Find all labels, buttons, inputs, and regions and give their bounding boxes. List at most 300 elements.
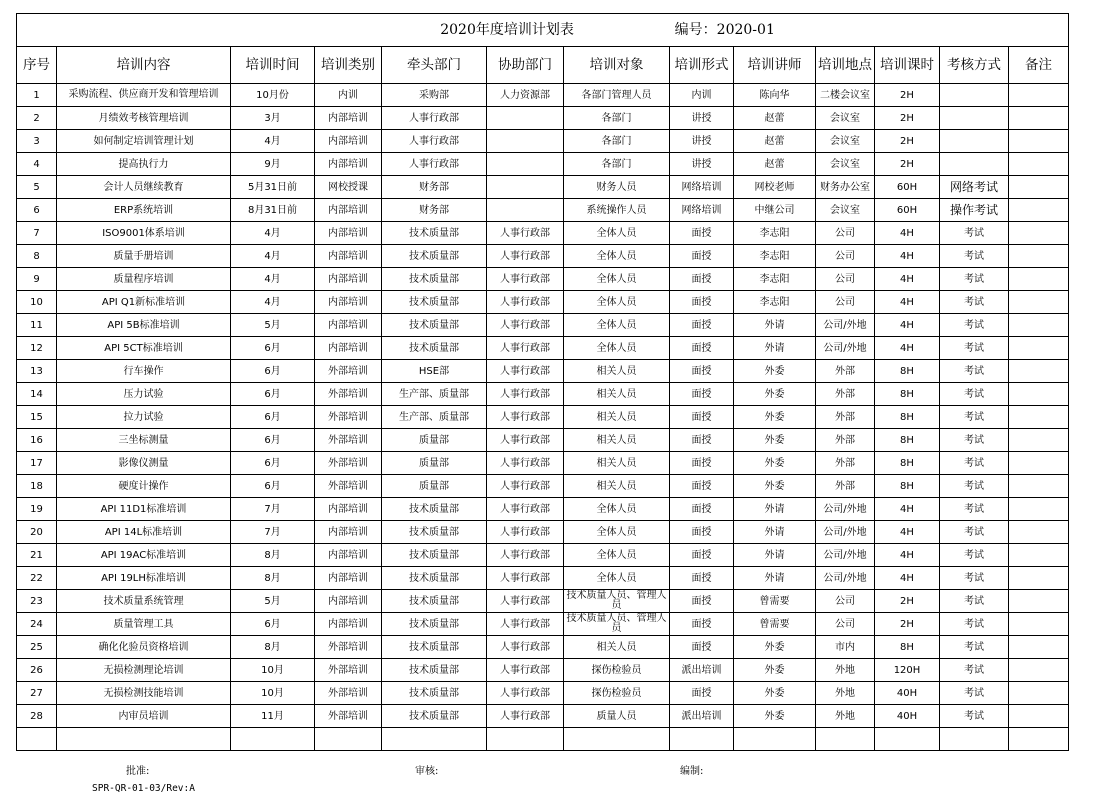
cell-time: 6月 xyxy=(231,452,315,475)
cell-assessment: 网络考试 xyxy=(940,176,1009,199)
column-header: 培训类别 xyxy=(315,47,382,84)
cell-remark xyxy=(1009,521,1069,544)
cell-index: 17 xyxy=(17,452,57,475)
cell-time: 10月 xyxy=(231,659,315,682)
cell-category: 内部培训 xyxy=(315,291,382,314)
cell-index: 27 xyxy=(17,682,57,705)
cell-trainer: 外请 xyxy=(734,544,816,567)
cell-assist-dept: 人事行政部 xyxy=(487,521,564,544)
cell-index: 21 xyxy=(17,544,57,567)
cell-category: 内部培训 xyxy=(315,314,382,337)
cell-trainer: 外请 xyxy=(734,337,816,360)
cell-format: 讲授 xyxy=(670,130,734,153)
cell-index: 19 xyxy=(17,498,57,521)
cell-remark xyxy=(1009,590,1069,613)
cell-format: 讲授 xyxy=(670,153,734,176)
cell-time: 8月 xyxy=(231,567,315,590)
cell-time: 8月 xyxy=(231,636,315,659)
cell-assessment xyxy=(940,107,1009,130)
table-row xyxy=(17,521,1069,544)
cell-content: API 19AC标准培训 xyxy=(57,544,231,567)
cell-index: 8 xyxy=(17,245,57,268)
cell-format: 面授 xyxy=(670,636,734,659)
cell-time: 6月 xyxy=(231,383,315,406)
empty-cell xyxy=(315,728,382,751)
cell-audience: 技术质量人员、管理人员 xyxy=(564,613,670,636)
cell-location: 外部 xyxy=(816,383,875,406)
cell-lead-dept: 财务部 xyxy=(382,199,487,222)
cell-assist-dept: 人事行政部 xyxy=(487,544,564,567)
cell-index: 1 xyxy=(17,84,57,107)
cell-assessment: 考试 xyxy=(940,475,1009,498)
cell-category: 内部培训 xyxy=(315,199,382,222)
cell-format: 面授 xyxy=(670,475,734,498)
cell-hours: 120H xyxy=(875,659,940,682)
table-row xyxy=(17,245,1069,268)
cell-lead-dept: 技术质量部 xyxy=(382,682,487,705)
cell-remark xyxy=(1009,314,1069,337)
cell-index: 23 xyxy=(17,590,57,613)
cell-index: 6 xyxy=(17,199,57,222)
cell-content: 提高执行力 xyxy=(57,153,231,176)
cell-format: 网络培训 xyxy=(670,176,734,199)
cell-remark xyxy=(1009,222,1069,245)
cell-lead-dept: 财务部 xyxy=(382,176,487,199)
cell-assessment: 操作考试 xyxy=(940,199,1009,222)
cell-format: 面授 xyxy=(670,429,734,452)
cell-trainer: 外委 xyxy=(734,475,816,498)
cell-lead-dept: 质量部 xyxy=(382,429,487,452)
cell-index: 15 xyxy=(17,406,57,429)
cell-time: 4月 xyxy=(231,291,315,314)
cell-category: 外部培训 xyxy=(315,383,382,406)
cell-format: 面授 xyxy=(670,452,734,475)
empty-cell xyxy=(564,728,670,751)
cell-trainer: 曾需要 xyxy=(734,613,816,636)
cell-format: 面授 xyxy=(670,613,734,636)
cell-content: 技术质量系统管理 xyxy=(57,590,231,613)
cell-trainer: 李志阳 xyxy=(734,222,816,245)
review-label: 审核: xyxy=(415,766,439,777)
table-row xyxy=(17,314,1069,337)
cell-audience: 全体人员 xyxy=(564,245,670,268)
cell-audience: 相关人员 xyxy=(564,475,670,498)
cell-assessment: 考试 xyxy=(940,337,1009,360)
cell-assessment: 考试 xyxy=(940,544,1009,567)
cell-assessment: 考试 xyxy=(940,429,1009,452)
cell-index: 7 xyxy=(17,222,57,245)
cell-remark xyxy=(1009,544,1069,567)
cell-assist-dept: 人事行政部 xyxy=(487,475,564,498)
cell-trainer: 外请 xyxy=(734,314,816,337)
training-plan-sheet xyxy=(16,13,1068,751)
cell-assist-dept: 人事行政部 xyxy=(487,291,564,314)
cell-location: 外地 xyxy=(816,682,875,705)
table-row xyxy=(17,452,1069,475)
column-header: 序号 xyxy=(17,47,57,84)
cell-category: 外部培训 xyxy=(315,429,382,452)
cell-content: 拉力试验 xyxy=(57,406,231,429)
cell-remark xyxy=(1009,291,1069,314)
cell-remark xyxy=(1009,153,1069,176)
cell-audience: 全体人员 xyxy=(564,498,670,521)
cell-audience: 质量人员 xyxy=(564,705,670,728)
cell-time: 4月 xyxy=(231,130,315,153)
cell-hours: 8H xyxy=(875,475,940,498)
cell-assist-dept: 人事行政部 xyxy=(487,383,564,406)
prepare-label: 编制: xyxy=(680,766,704,777)
cell-location: 外部 xyxy=(816,429,875,452)
cell-time: 8月 xyxy=(231,544,315,567)
cell-assessment: 考试 xyxy=(940,383,1009,406)
cell-content: API Q1新标准培训 xyxy=(57,291,231,314)
cell-index: 5 xyxy=(17,176,57,199)
cell-trainer: 李志阳 xyxy=(734,291,816,314)
cell-content: API 5B标准培训 xyxy=(57,314,231,337)
cell-trainer: 赵蕾 xyxy=(734,153,816,176)
cell-hours: 4H xyxy=(875,268,940,291)
cell-index: 25 xyxy=(17,636,57,659)
cell-remark xyxy=(1009,406,1069,429)
cell-lead-dept: 技术质量部 xyxy=(382,567,487,590)
cell-time: 6月 xyxy=(231,406,315,429)
cell-lead-dept: HSE部 xyxy=(382,360,487,383)
cell-assessment: 考试 xyxy=(940,498,1009,521)
cell-category: 网校授课 xyxy=(315,176,382,199)
cell-remark xyxy=(1009,268,1069,291)
cell-content: 压力试验 xyxy=(57,383,231,406)
cell-format: 面授 xyxy=(670,291,734,314)
cell-remark xyxy=(1009,682,1069,705)
cell-format: 面授 xyxy=(670,337,734,360)
cell-index: 10 xyxy=(17,291,57,314)
cell-trainer: 外请 xyxy=(734,521,816,544)
cell-lead-dept: 人事行政部 xyxy=(382,107,487,130)
table-row xyxy=(17,475,1069,498)
cell-format: 内训 xyxy=(670,84,734,107)
cell-hours: 4H xyxy=(875,567,940,590)
cell-category: 内部培训 xyxy=(315,544,382,567)
cell-audience: 探伤检验员 xyxy=(564,659,670,682)
cell-lead-dept: 质量部 xyxy=(382,452,487,475)
cell-trainer: 中继公司 xyxy=(734,199,816,222)
cell-format: 面授 xyxy=(670,544,734,567)
cell-content: 无损检测理论培训 xyxy=(57,659,231,682)
table-row xyxy=(17,636,1069,659)
cell-hours: 4H xyxy=(875,521,940,544)
cell-index: 11 xyxy=(17,314,57,337)
cell-remark xyxy=(1009,383,1069,406)
cell-category: 外部培训 xyxy=(315,360,382,383)
cell-assist-dept xyxy=(487,107,564,130)
cell-assist-dept: 人事行政部 xyxy=(487,222,564,245)
cell-hours: 4H xyxy=(875,544,940,567)
cell-content: API 19LH标准培训 xyxy=(57,567,231,590)
cell-audience: 财务人员 xyxy=(564,176,670,199)
cell-hours: 4H xyxy=(875,498,940,521)
cell-audience: 各部门 xyxy=(564,130,670,153)
cell-time: 6月 xyxy=(231,429,315,452)
cell-format: 面授 xyxy=(670,360,734,383)
cell-trainer: 李志阳 xyxy=(734,268,816,291)
training-plan-table xyxy=(16,13,1069,751)
cell-remark xyxy=(1009,567,1069,590)
cell-index: 4 xyxy=(17,153,57,176)
cell-audience: 相关人员 xyxy=(564,429,670,452)
cell-remark xyxy=(1009,360,1069,383)
cell-format: 讲授 xyxy=(670,107,734,130)
cell-content: 会计人员继续教育 xyxy=(57,176,231,199)
cell-assist-dept: 人事行政部 xyxy=(487,636,564,659)
cell-assessment: 考试 xyxy=(940,245,1009,268)
cell-trainer: 外委 xyxy=(734,682,816,705)
cell-trainer: 外委 xyxy=(734,659,816,682)
cell-assist-dept: 人事行政部 xyxy=(487,429,564,452)
empty-cell xyxy=(940,728,1009,751)
column-header: 培训时间 xyxy=(231,47,315,84)
cell-assessment: 考试 xyxy=(940,222,1009,245)
cell-location: 会议室 xyxy=(816,107,875,130)
table-row xyxy=(17,222,1069,245)
cell-trainer: 外委 xyxy=(734,383,816,406)
cell-remark xyxy=(1009,107,1069,130)
cell-assessment xyxy=(940,153,1009,176)
column-header: 考核方式 xyxy=(940,47,1009,84)
cell-location: 财务办公室 xyxy=(816,176,875,199)
table-row xyxy=(17,567,1069,590)
cell-lead-dept: 质量部 xyxy=(382,475,487,498)
cell-content: 影像仪测量 xyxy=(57,452,231,475)
cell-trainer: 李志阳 xyxy=(734,245,816,268)
cell-remark xyxy=(1009,613,1069,636)
cell-assist-dept: 人事行政部 xyxy=(487,406,564,429)
cell-location: 外部 xyxy=(816,475,875,498)
cell-format: 派出培训 xyxy=(670,705,734,728)
cell-lead-dept: 技术质量部 xyxy=(382,636,487,659)
cell-assessment: 考试 xyxy=(940,613,1009,636)
cell-location: 外部 xyxy=(816,406,875,429)
cell-trainer: 外委 xyxy=(734,429,816,452)
cell-time: 6月 xyxy=(231,337,315,360)
cell-lead-dept: 技术质量部 xyxy=(382,314,487,337)
cell-category: 内训 xyxy=(315,84,382,107)
cell-hours: 4H xyxy=(875,245,940,268)
cell-audience: 探伤检验员 xyxy=(564,682,670,705)
title-cell xyxy=(17,14,1069,47)
cell-time: 4月 xyxy=(231,222,315,245)
cell-format: 面授 xyxy=(670,245,734,268)
approve-label: 批准: xyxy=(126,766,150,777)
cell-audience: 系统操作人员 xyxy=(564,199,670,222)
cell-lead-dept: 人事行政部 xyxy=(382,153,487,176)
cell-location: 公司/外地 xyxy=(816,498,875,521)
cell-audience: 各部门 xyxy=(564,107,670,130)
cell-location: 公司 xyxy=(816,245,875,268)
column-header: 备注 xyxy=(1009,47,1069,84)
cell-content: API 14L标准培训 xyxy=(57,521,231,544)
cell-category: 外部培训 xyxy=(315,452,382,475)
cell-category: 内部培训 xyxy=(315,521,382,544)
cell-index: 28 xyxy=(17,705,57,728)
cell-category: 内部培训 xyxy=(315,613,382,636)
cell-hours: 4H xyxy=(875,291,940,314)
cell-location: 外地 xyxy=(816,705,875,728)
cell-category: 内部培训 xyxy=(315,245,382,268)
cell-assist-dept: 人事行政部 xyxy=(487,268,564,291)
cell-time: 6月 xyxy=(231,475,315,498)
cell-hours: 2H xyxy=(875,130,940,153)
cell-lead-dept: 技术质量部 xyxy=(382,337,487,360)
cell-remark xyxy=(1009,245,1069,268)
cell-hours: 2H xyxy=(875,153,940,176)
cell-format: 面授 xyxy=(670,590,734,613)
table-row xyxy=(17,705,1069,728)
cell-audience: 相关人员 xyxy=(564,360,670,383)
cell-trainer: 曾需要 xyxy=(734,590,816,613)
cell-remark xyxy=(1009,337,1069,360)
empty-cell xyxy=(17,728,57,751)
cell-audience: 全体人员 xyxy=(564,521,670,544)
cell-content: 如何制定培训管理计划 xyxy=(57,130,231,153)
cell-index: 20 xyxy=(17,521,57,544)
cell-hours: 8H xyxy=(875,429,940,452)
empty-cell xyxy=(875,728,940,751)
table-row xyxy=(17,429,1069,452)
cell-trainer: 外请 xyxy=(734,567,816,590)
empty-cell xyxy=(1009,728,1069,751)
cell-assist-dept: 人事行政部 xyxy=(487,705,564,728)
cell-category: 外部培训 xyxy=(315,659,382,682)
cell-assist-dept: 人力资源部 xyxy=(487,84,564,107)
cell-audience: 全体人员 xyxy=(564,291,670,314)
cell-format: 网络培训 xyxy=(670,199,734,222)
table-row xyxy=(17,337,1069,360)
cell-assist-dept: 人事行政部 xyxy=(487,682,564,705)
table-row xyxy=(17,291,1069,314)
page-title: 2020年度培训计划表 xyxy=(440,21,574,38)
cell-category: 外部培训 xyxy=(315,705,382,728)
cell-content: ERP系统培训 xyxy=(57,199,231,222)
cell-content: 采购流程、供应商开发和管理培训 xyxy=(57,84,231,107)
cell-format: 面授 xyxy=(670,314,734,337)
empty-cell xyxy=(734,728,816,751)
cell-location: 外地 xyxy=(816,659,875,682)
cell-assessment: 考试 xyxy=(940,636,1009,659)
table-row xyxy=(17,544,1069,567)
empty-cell xyxy=(816,728,875,751)
cell-audience: 全体人员 xyxy=(564,567,670,590)
cell-location: 公司 xyxy=(816,222,875,245)
document-code: SPR-QR-01-03/Rev:A xyxy=(92,783,195,794)
cell-hours: 60H xyxy=(875,176,940,199)
cell-location: 公司 xyxy=(816,291,875,314)
cell-trainer: 陈向华 xyxy=(734,84,816,107)
cell-location: 外部 xyxy=(816,360,875,383)
cell-assist-dept xyxy=(487,199,564,222)
cell-trainer: 网校老师 xyxy=(734,176,816,199)
cell-assessment: 考试 xyxy=(940,268,1009,291)
cell-lead-dept: 采购部 xyxy=(382,84,487,107)
cell-remark xyxy=(1009,176,1069,199)
table-row xyxy=(17,84,1069,107)
cell-trainer: 外请 xyxy=(734,498,816,521)
cell-location: 二楼会议室 xyxy=(816,84,875,107)
cell-content: 三坐标测量 xyxy=(57,429,231,452)
empty-cell xyxy=(57,728,231,751)
column-header: 牵头部门 xyxy=(382,47,487,84)
cell-format: 面授 xyxy=(670,406,734,429)
cell-audience: 各部门管理人员 xyxy=(564,84,670,107)
cell-assist-dept: 人事行政部 xyxy=(487,613,564,636)
cell-assist-dept: 人事行政部 xyxy=(487,567,564,590)
cell-hours: 40H xyxy=(875,705,940,728)
cell-audience: 相关人员 xyxy=(564,383,670,406)
cell-lead-dept: 生产部、质量部 xyxy=(382,383,487,406)
cell-index: 3 xyxy=(17,130,57,153)
table-row xyxy=(17,498,1069,521)
cell-assessment: 考试 xyxy=(940,521,1009,544)
cell-location: 公司 xyxy=(816,613,875,636)
cell-assist-dept: 人事行政部 xyxy=(487,452,564,475)
cell-assessment: 考试 xyxy=(940,360,1009,383)
cell-index: 13 xyxy=(17,360,57,383)
cell-time: 4月 xyxy=(231,245,315,268)
table-row xyxy=(17,406,1069,429)
cell-category: 内部培训 xyxy=(315,498,382,521)
column-header: 培训地点 xyxy=(816,47,875,84)
cell-remark xyxy=(1009,705,1069,728)
cell-audience: 相关人员 xyxy=(564,452,670,475)
cell-category: 内部培训 xyxy=(315,222,382,245)
cell-hours: 60H xyxy=(875,199,940,222)
cell-trainer: 外委 xyxy=(734,705,816,728)
cell-assist-dept: 人事行政部 xyxy=(487,245,564,268)
cell-audience: 全体人员 xyxy=(564,268,670,291)
cell-trainer: 外委 xyxy=(734,360,816,383)
cell-location: 会议室 xyxy=(816,199,875,222)
cell-time: 8月31日前 xyxy=(231,199,315,222)
column-header: 培训讲师 xyxy=(734,47,816,84)
doc-number: 编号：2020-01 xyxy=(674,21,775,38)
cell-category: 内部培训 xyxy=(315,107,382,130)
cell-content: API 5CT标准培训 xyxy=(57,337,231,360)
cell-assessment: 考试 xyxy=(940,567,1009,590)
cell-index: 26 xyxy=(17,659,57,682)
cell-content: 无损检测技能培训 xyxy=(57,682,231,705)
cell-format: 面授 xyxy=(670,498,734,521)
cell-time: 5月31日前 xyxy=(231,176,315,199)
cell-trainer: 外委 xyxy=(734,636,816,659)
cell-assessment: 考试 xyxy=(940,314,1009,337)
empty-cell xyxy=(382,728,487,751)
cell-time: 10月份 xyxy=(231,84,315,107)
cell-time: 5月 xyxy=(231,590,315,613)
cell-lead-dept: 人事行政部 xyxy=(382,130,487,153)
column-header: 培训对象 xyxy=(564,47,670,84)
cell-category: 外部培训 xyxy=(315,475,382,498)
cell-remark xyxy=(1009,199,1069,222)
cell-location: 公司/外地 xyxy=(816,567,875,590)
cell-lead-dept: 技术质量部 xyxy=(382,498,487,521)
cell-content: API 11D1标准培训 xyxy=(57,498,231,521)
cell-time: 9月 xyxy=(231,153,315,176)
table-row xyxy=(17,153,1069,176)
table-row xyxy=(17,613,1069,636)
cell-index: 2 xyxy=(17,107,57,130)
cell-content: 内审员培训 xyxy=(57,705,231,728)
cell-location: 公司 xyxy=(816,268,875,291)
cell-category: 内部培训 xyxy=(315,567,382,590)
